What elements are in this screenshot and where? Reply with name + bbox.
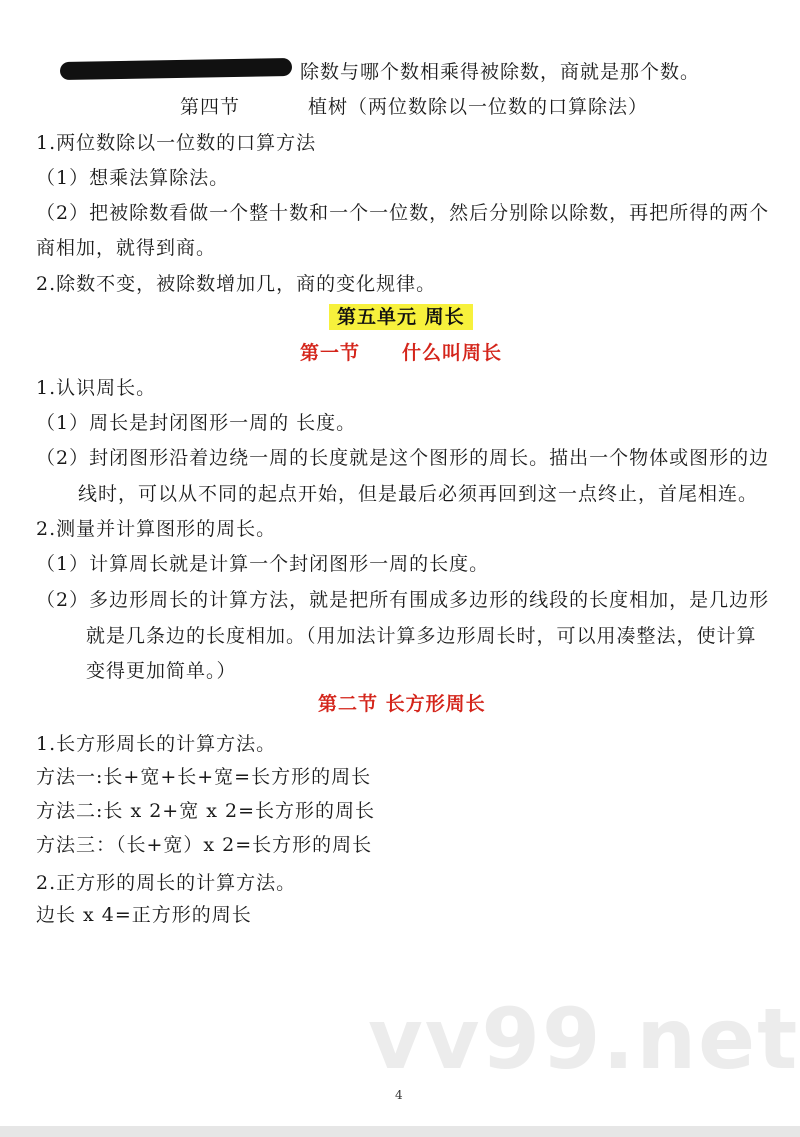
formula-line: 方法二:长 x 2+宽 x 2=长方形的周长 [36, 800, 376, 822]
formula-line: 方法一:长+宽+长+宽=长方形的周长 [36, 766, 372, 788]
formula-line: 边长 x 4=正方形的周长 [36, 904, 252, 926]
text-line: 商相加，就得到商。 [36, 237, 217, 259]
unit-heading-label: 第五单元 周长 [329, 304, 473, 330]
text-line: 线时，可以从不同的起点开始，但是最后必须再回到这一点终止，首尾相连。 [78, 483, 759, 505]
watermark: vv99.net [368, 990, 800, 1088]
text-line: 2.测量并计算图形的周长。 [36, 518, 277, 540]
text-line: （1）想乘法算除法。 [36, 167, 230, 189]
text-line: 2.正方形的周长的计算方法。 [36, 872, 297, 894]
section-title: 第二节 长方形周长 [318, 693, 486, 715]
text-line: （2）多边形周长的计算方法，就是把所有围成多边形的线段的长度相加，是几边形 [36, 589, 770, 611]
redaction-scribble [60, 58, 292, 80]
text-line: （1）计算周长就是计算一个封闭图形一周的长度。 [36, 553, 490, 575]
text-line: 1.长方形周长的计算方法。 [36, 733, 277, 755]
page-number: 4 [395, 1088, 403, 1102]
section-title: 植树（两位数除以一位数的口算除法） [308, 96, 649, 118]
unit-heading [329, 305, 473, 329]
section-title: 什么叫周长 [402, 342, 503, 364]
page-bottom-edge [0, 1126, 800, 1137]
section-number: 第四节 [180, 96, 241, 118]
text-line: 1.两位数除以一位数的口算方法 [36, 132, 317, 154]
text-line: 变得更加简单。） [86, 660, 237, 682]
text-line: 2.除数不变，被除数增加几，商的变化规律。 [36, 273, 437, 295]
text-line: （2）封闭图形沿着边绕一周的长度就是这个图形的周长。描出一个物体或图形的边 [36, 447, 770, 469]
formula-line: 方法三：（长+宽）x 2=长方形的周长 [36, 834, 373, 856]
text-line: （1）周长是封闭图形一周的 长度。 [36, 412, 357, 434]
text-line: 1.认识周长。 [36, 377, 157, 399]
text-line: 就是几条边的长度相加。（用加法计算多边形周长时，可以用凑整法，使计算 [86, 625, 757, 647]
section-number: 第一节 [300, 342, 361, 364]
text-line: （2）把被除数看做一个整十数和一个一位数，然后分别除以除数，再把所得的两个 [36, 202, 770, 224]
text-line: 除数与哪个数相乘得被除数，商就是那个数。 [300, 61, 701, 83]
